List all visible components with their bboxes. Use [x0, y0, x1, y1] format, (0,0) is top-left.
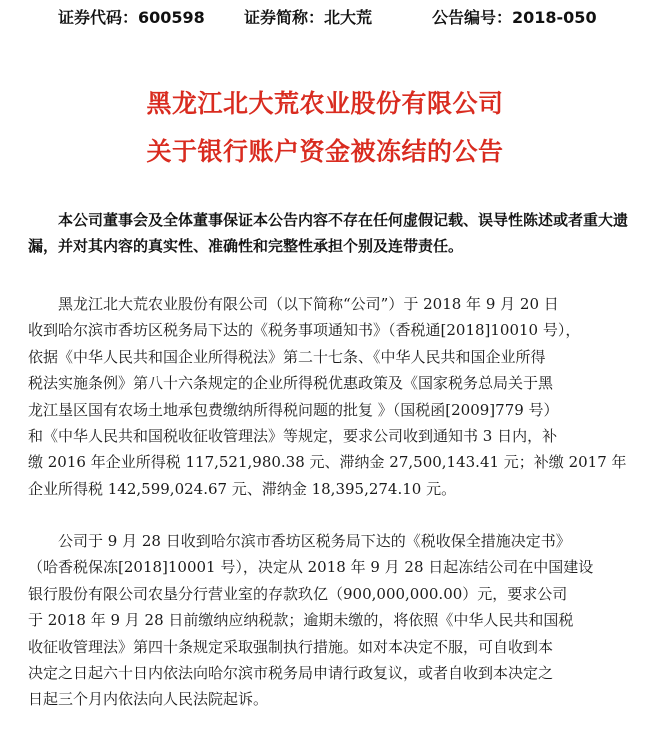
- paragraph-line: 银行股份有限公司农垦分行营业室的存款玖亿（900,000,000.00）元，要求公司: [28, 584, 568, 603]
- paragraph-freeze-decision: [28, 528, 634, 713]
- security-code: 证券代码：600598: [58, 8, 205, 27]
- security-name: 证券简称：北大荒: [244, 8, 373, 27]
- notice-title: 关于银行账户资金被冻结的公告: [146, 137, 504, 166]
- paragraph-line: 收征收管理法》第四十条规定采取强制执行措施。如对本决定不服，可自收到本: [28, 637, 554, 656]
- paragraph-line: 和《中华人民共和国税收征收管理法》等规定，要求公司收到通知书 3 日内，补: [28, 427, 558, 446]
- company-title: 黑龙江北大荒农业股份有限公司: [146, 89, 504, 118]
- document-header: [58, 6, 630, 30]
- board-statement: 本公司董事会及全体董事保证本公告内容不存在任何虚假记载、误导性陈述或者重大遗漏，并对其内容的真实性、准确性和完整性承担个别及连带责任。: [28, 211, 629, 255]
- paragraph-line: 税法实施条例》第八十六条规定的企业所得税优惠政策及《国家税务总局关于黑: [28, 374, 554, 393]
- notice-number: 公告编号：2018-050: [432, 8, 597, 27]
- paragraph-line: 决定之日起六十日内依法向哈尔滨市税务局申请行政复议，或者自收到本决定之: [28, 664, 554, 683]
- paragraph-line: 企业所得税 142,599,024.67 元、滞纳金 18,395,274.10 元。: [28, 479, 457, 498]
- paragraph-line: 依据《中华人民共和国企业所得税法》第二十七条、《中华人民共和国企业所得: [28, 347, 546, 366]
- paragraph-line: （哈香税保冻[2018]10001 号），决定从 2018 年 9 月 28 日起冻结公司在中国建设: [28, 558, 594, 577]
- paragraph-tax-notice: [28, 291, 634, 502]
- paragraph-line: 收到哈尔滨市香坊区税务局下达的《税务事项通知书》（香税通[2018]10010 号），: [28, 321, 581, 340]
- paragraph-line: 缴 2016 年企业所得税 117,521,980.38 元、滞纳金 27,500,143.41 元；补缴 2017 年: [28, 453, 627, 472]
- paragraph-line: 于 2018 年 9 月 28 日前缴纳应纳税款；逾期未缴的，将依照《中华人民共和国税: [28, 611, 574, 630]
- paragraph-line: 龙江垦区国有农场土地承包费缴纳所得税问题的批复 》（国税函[2009]779 号）: [28, 400, 559, 419]
- paragraph-line: 公司于 9 月 28 日收到哈尔滨市香坊区税务局下达的《税收保全措施决定书》: [58, 532, 571, 550]
- paragraph-line: 日起三个月内依法向人民法院起诉。: [28, 690, 269, 709]
- paragraph-line: 黑龙江北大荒农业股份有限公司（以下简称“公司”）于 2018 年 9 月 20 日: [58, 295, 559, 313]
